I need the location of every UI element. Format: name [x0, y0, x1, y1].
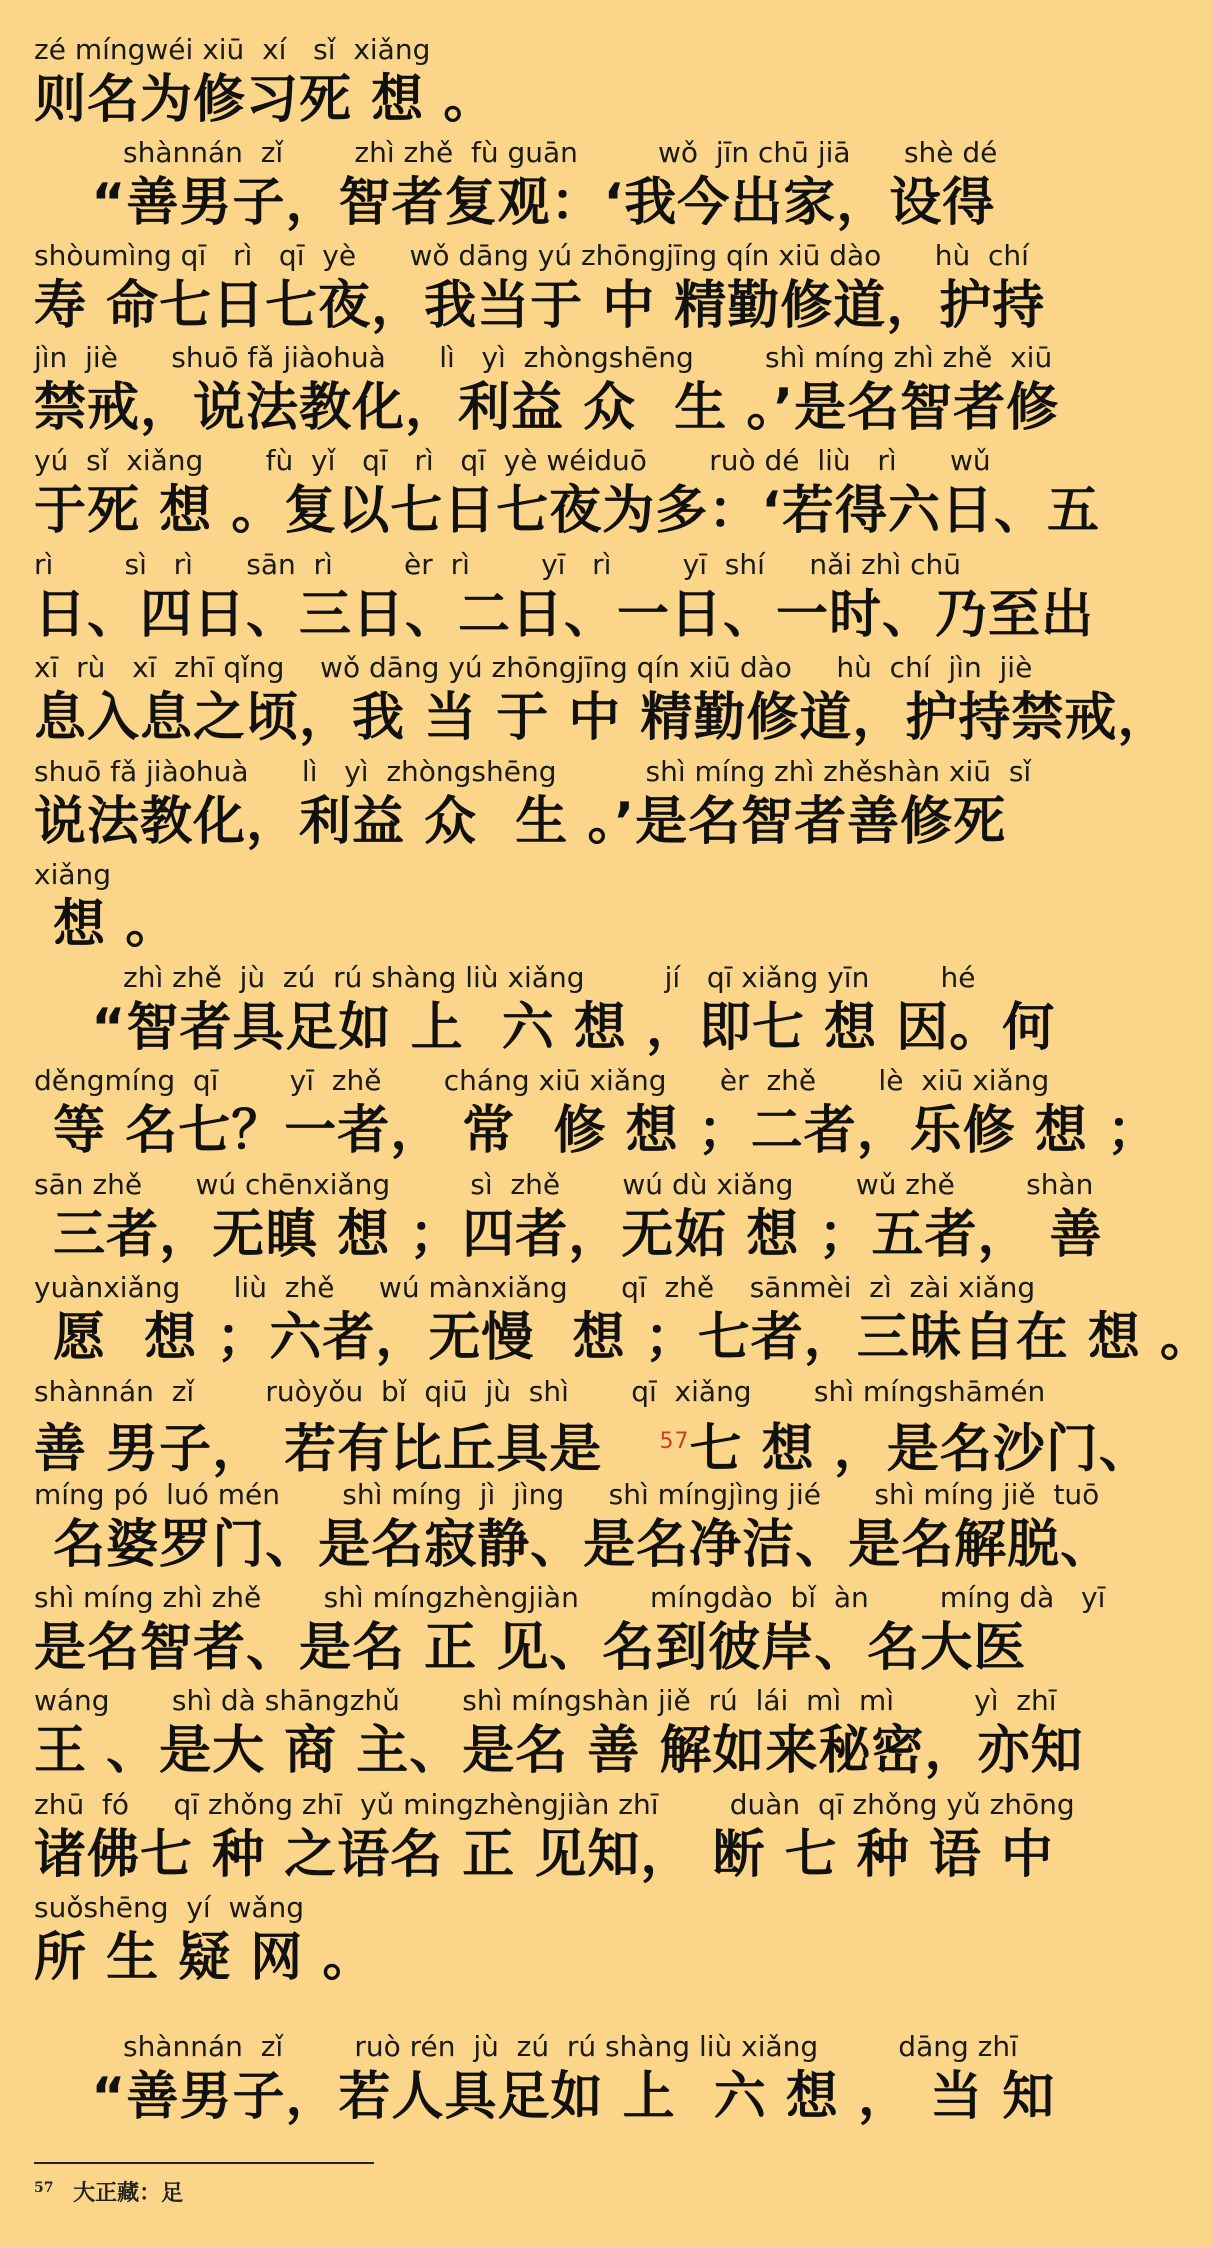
text-line: [34, 1578, 1106, 1683]
text-line: [34, 855, 1064, 960]
hanzi-line: “善男子，智者复观：‘我今出家，设得: [34, 173, 996, 233]
text-line: [34, 2027, 1064, 2132]
hanzi-line: 禁戒，说法教化，利益 众 生 。’是名智者修: [34, 378, 1060, 438]
text-line: [34, 958, 1064, 1063]
pinyin-line: děngmíng qī yī zhě cháng xiū xiǎng èr zhě lè xiū xiǎng: [34, 1064, 1050, 1097]
hanzi-line: 名婆罗门、是名寂静、是名净洁、是名解脱、: [34, 1515, 1114, 1575]
footnote-text: 大正藏：足: [73, 2180, 184, 2206]
text-line: [34, 648, 1171, 753]
pinyin-line: shànnán zǐ ruò rén jù zú rú shàng liù xiǎng dāng zhī: [34, 2030, 1018, 2063]
pinyin-line: suǒshēng yí wǎng: [34, 1891, 305, 1924]
text-line: [34, 1785, 1075, 1890]
text-line: [34, 236, 1064, 341]
hanzi-line: 日、四日、三日、二日、一日、一时、乃至出: [34, 585, 1095, 645]
pinyin-line: zhū fó qī zhǒng zhī yǔ mingzhèngjiàn zhī duàn qī zhǒng yǔ zhōng: [34, 1788, 1075, 1821]
pinyin-line: shuō fǎ jiàohuà lì yì zhòngshēng shì míng zhì zhěshàn xiū sǐ: [34, 755, 1032, 788]
pinyin-line: jìn jiè shuō fǎ jiàohuà lì yì zhòngshēng shì míng zhì zhě xiū: [34, 341, 1053, 374]
pinyin-line: yuànxiǎng liù zhě wú mànxiǎng qī zhě sānmèi zì zài xiǎng: [34, 1271, 1036, 1304]
pinyin-line: rì sì rì sān rì èr rì yī rì yī shí nǎi zhì chū: [34, 548, 961, 581]
pinyin-line: shì míng zhì zhě shì míngzhèngjiàn míngdào bǐ àn míng dà yī: [34, 1581, 1106, 1614]
pinyin-line: shànnán zǐ zhì zhě fù guān wǒ jīn chū jiā shè dé: [34, 136, 998, 169]
hanzi-line: 是名智者、是名 正 见、名到彼岸、名大医: [34, 1618, 1027, 1678]
text-line: [34, 1475, 1114, 1580]
hanzi-line: 王 、是大 商 主、是名 善 解如来秘密，亦知: [34, 1721, 1084, 1781]
pinyin-line: shànnán zǐ ruòyǒu bǐ qiū jù shì qī xiǎng shì míngshāmén: [34, 1375, 1046, 1408]
text-line: [34, 1165, 1103, 1270]
text-line: [34, 441, 1100, 546]
hanzi-line: 则名为修习死 想 。: [34, 70, 497, 130]
pinyin-line: sān zhě wú chēnxiǎng sì zhě wú dù xiǎng wǔ zhě shàn: [34, 1168, 1094, 1201]
footnote-reference[interactable]: 57: [659, 1429, 690, 1454]
hanzi-line: 息入息之顷，我 当 于 中 精勤修道，护持禁戒，: [34, 688, 1171, 748]
pinyin-line: xiǎng: [34, 858, 112, 891]
hanzi-line: 愿 想 ；六者，无慢 想 ；七者，三昧自在 想 。: [34, 1308, 1213, 1368]
hanzi-line: 说法教化，利益 众 生 。’是名智者善修死: [34, 792, 1007, 852]
text-line: [34, 1061, 1160, 1166]
pinyin-line: míng pó luó mén shì míng jì jìng shì míngjìng jié shì míng jiě tuō: [34, 1478, 1100, 1511]
pinyin-line: wáng shì dà shāngzhǔ shì míngshàn jiě rú lái mì mì yì zhī: [34, 1684, 1057, 1717]
hanzi-line: 想 。: [34, 895, 179, 955]
footnote-divider: [34, 2162, 374, 2164]
hanzi-line: 善 男子， 若有比丘具是 $^{57}$七 想 ，是名沙门、: [34, 1419, 1152, 1480]
pinyin-line: yú sǐ xiǎng fù yǐ qī rì qī yè wéiduō ruò dé liù rì wǔ: [34, 444, 991, 477]
hanzi-line: 于死 想 。复以七日七夜为多：‘若得六日、五: [34, 481, 1100, 541]
hanzi-line: “善男子，若人具足如 上 六 想 ， 当 知: [34, 2067, 1056, 2127]
pinyin-line: shòumìng qī rì qī yè wǒ dāng yú zhōngjīng qín xiū dào hù chí: [34, 239, 1029, 272]
text-line: [34, 1888, 1064, 1993]
hanzi-line: 寿 命七日七夜，我当于 中 精勤修道，护持: [34, 276, 1046, 336]
hanzi-line: 诸佛七 种 之语名 正 见知， 断 七 种 语 中: [34, 1825, 1054, 1885]
footnote-number: 57: [34, 2179, 54, 2196]
pinyin-line: zé míngwéi xiū xí sǐ xiǎng: [34, 33, 431, 66]
hanzi-line: 所 生 疑 网 。: [34, 1928, 376, 1988]
text-line: [34, 338, 1064, 443]
hanzi-line: 等 名七？一者， 常 修 想 ；二者，乐修 想 ；: [34, 1101, 1160, 1161]
hanzi-line: “智者具足如 上 六 想 ，即七 想 因。何: [34, 998, 1056, 1058]
hanzi-line: 三者，无瞋 想 ；四者，无妬 想 ；五者， 善: [34, 1205, 1103, 1265]
pinyin-line: xī rù xī zhī qǐng wǒ dāng yú zhōngjīng qín xiū dào hù chí jìn jiè: [34, 651, 1033, 684]
footnote: [34, 2176, 183, 2207]
text-line: [34, 1268, 1213, 1373]
text-line: [34, 30, 1064, 135]
pinyin-line: zhì zhě jù zú rú shàng liù xiǎng jí qī xiǎng yīn hé: [34, 961, 976, 994]
text-line: [34, 545, 1095, 650]
text-line: [34, 752, 1064, 857]
text-line: [34, 1372, 1152, 1480]
text-line: [34, 133, 1064, 238]
text-line: [34, 1681, 1084, 1786]
